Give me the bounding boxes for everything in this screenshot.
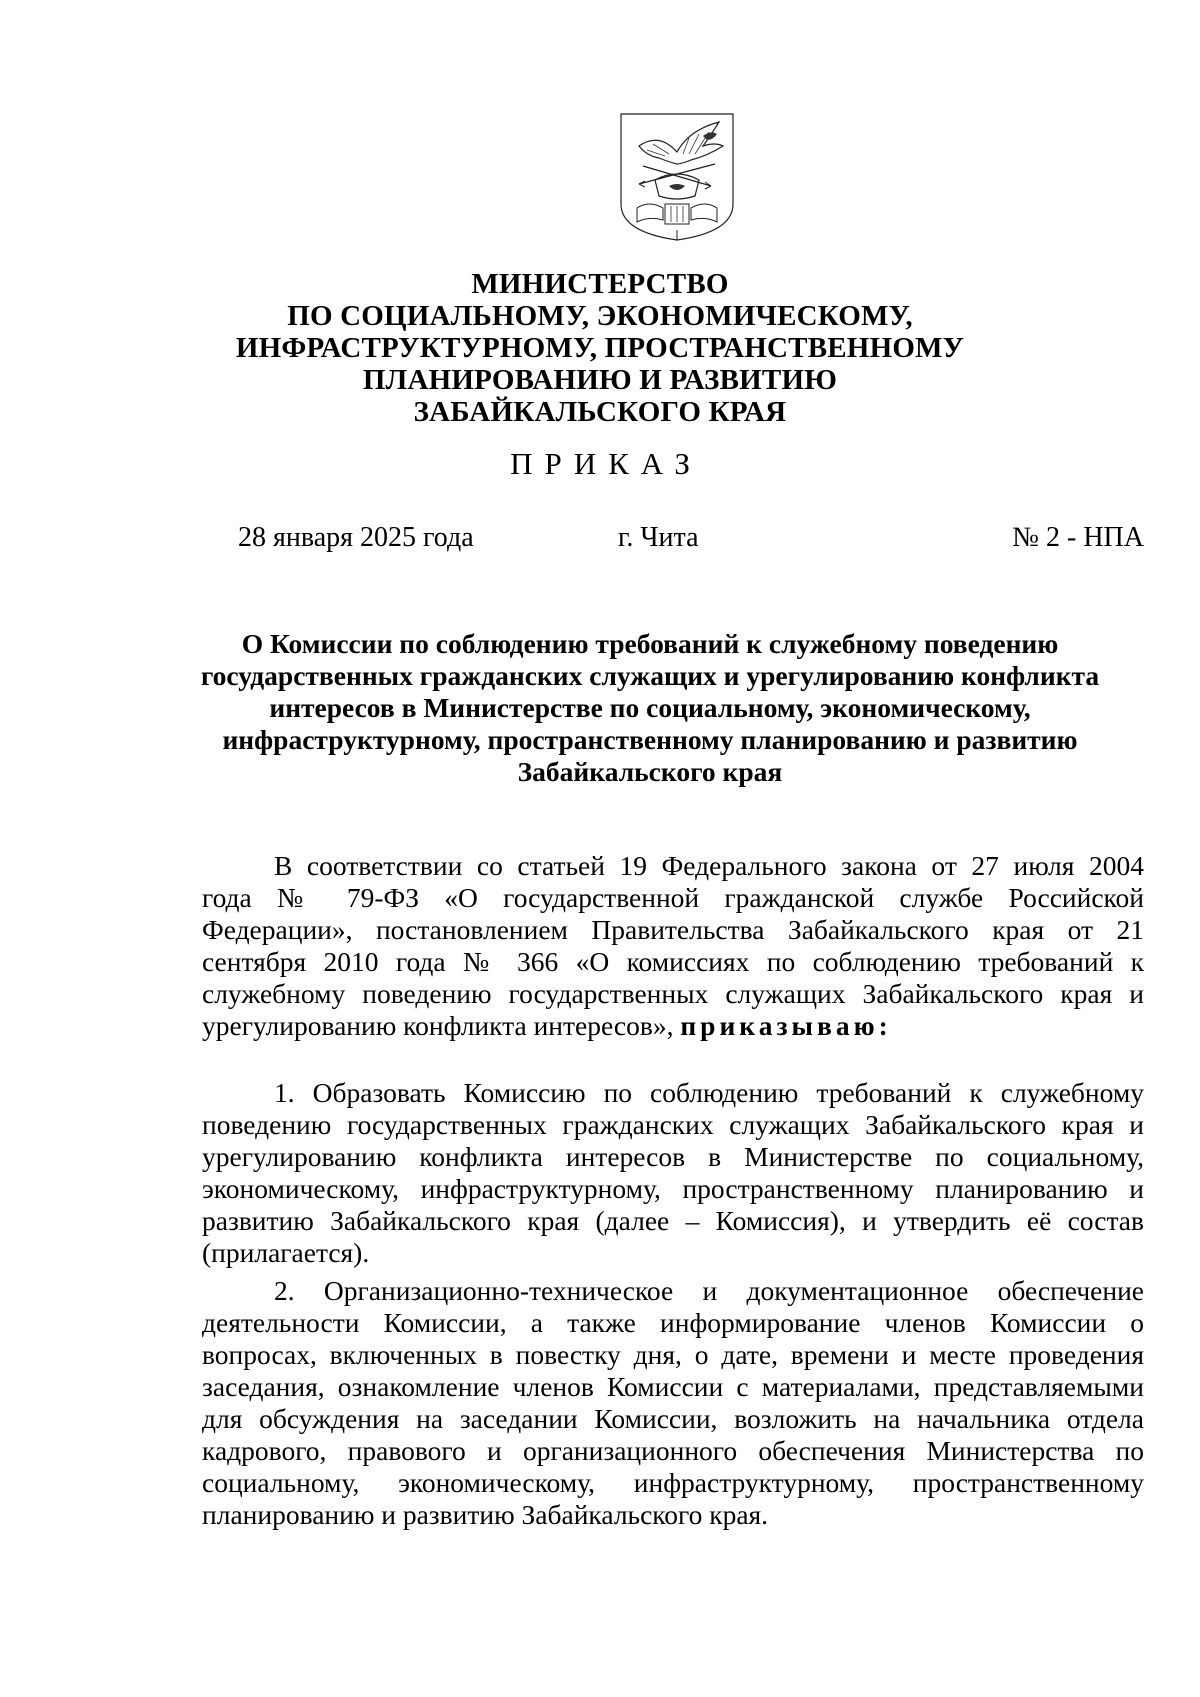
paragraph-line: В соответствии со статьей 19 Федерального закона от 27 июля 2004 bbox=[274, 850, 1144, 881]
paragraph-line: экономическому, инфраструктурному, пространственному планированию и bbox=[202, 1173, 1144, 1204]
title-line: государственных гражданских служащих и урегулированию конфликта bbox=[200, 660, 1100, 691]
paragraph-line: социальному, экономическому, инфраструктурному, пространственному bbox=[202, 1467, 1144, 1498]
document-number: № 2 - НПА bbox=[1012, 522, 1144, 553]
document-city: г. Чита bbox=[618, 522, 699, 553]
paragraph-line: деятельности Комиссии, а также информирование членов Комиссии о bbox=[202, 1307, 1144, 1338]
paragraph-line: года № 79-ФЗ «О государственной гражданской службе Российской bbox=[202, 882, 1144, 913]
clause-1-paragraph bbox=[202, 1077, 1144, 1269]
document-date: 28 января 2025 года bbox=[238, 522, 474, 553]
paragraph-line: развитию Забайкальского края (далее – Комиссия), и утвердить её состав bbox=[202, 1205, 1144, 1236]
paragraph-line: служебному поведению государственных служащих Забайкальского края и bbox=[202, 978, 1144, 1009]
title-line: Забайкальского края bbox=[517, 756, 783, 787]
paragraph-line: Федерации», постановлением Правительства Забайкальского края от 21 bbox=[202, 914, 1144, 945]
document-title bbox=[160, 628, 1140, 788]
paragraph-line: планированию и развитию Забайкальского края. bbox=[202, 1499, 769, 1530]
coat-of-arms-icon bbox=[619, 112, 735, 242]
title-line: инфраструктурному, пространственному планированию и развитию bbox=[222, 724, 1078, 755]
paragraph-line-text: урегулированию конфликта интересов», bbox=[202, 1010, 681, 1041]
paragraph-line: для обсуждения на заседании Комиссии, возложить на начальника отдела bbox=[202, 1403, 1144, 1434]
paragraph-line: кадрового, правового и организационного обеспечения Министерства по bbox=[202, 1435, 1144, 1466]
title-line: О Комиссии по соблюдению требований к служебному поведению bbox=[241, 628, 1059, 659]
paragraph-line: сентября 2010 года № 366 «О комиссиях по соблюдению требований к bbox=[202, 946, 1144, 977]
paragraph-line bbox=[202, 1010, 1144, 1042]
order-keyword: приказываю: bbox=[680, 1010, 892, 1041]
ministry-line: МИНИСТЕРСТВО bbox=[471, 268, 729, 300]
paragraph-line: вопросах, включенных в повестку дня, о дате, времени и месте проведения bbox=[202, 1339, 1144, 1370]
preamble-paragraph bbox=[202, 850, 1144, 1042]
title-line: интересов в Министерстве по социальному, экономическому, bbox=[269, 692, 1031, 723]
ministry-name bbox=[200, 268, 1000, 428]
ministry-line: ПЛАНИРОВАНИЮ И РАЗВИТИЮ bbox=[362, 364, 838, 396]
clause-2-paragraph bbox=[202, 1275, 1144, 1531]
paragraph-line: (прилагается). bbox=[202, 1237, 370, 1268]
paragraph-line: поведению государственных гражданских служащих Забайкальского края и bbox=[202, 1109, 1144, 1140]
document-type: ПРИКАЗ bbox=[510, 446, 702, 481]
ministry-line: ЗАБАЙКАЛЬСКОГО КРАЯ bbox=[413, 396, 787, 428]
ministry-line: ПО СОЦИАЛЬНОМУ, ЭКОНОМИЧЕСКОМУ, bbox=[287, 300, 913, 332]
paragraph-line: урегулированию конфликта интересов в Министерстве по социальному, bbox=[202, 1141, 1144, 1172]
ministry-line: ИНФРАСТРУКТУРНОМУ, ПРОСТРАНСТВЕННОМУ bbox=[235, 332, 965, 364]
paragraph-line: 1. Образовать Комиссию по соблюдению требований к служебному bbox=[274, 1077, 1144, 1108]
paragraph-line: 2. Организационно-техническое и документационное обеспечение bbox=[274, 1275, 1144, 1306]
paragraph-line: заседания, ознакомление членов Комиссии с материалами, представляемыми bbox=[202, 1371, 1144, 1402]
